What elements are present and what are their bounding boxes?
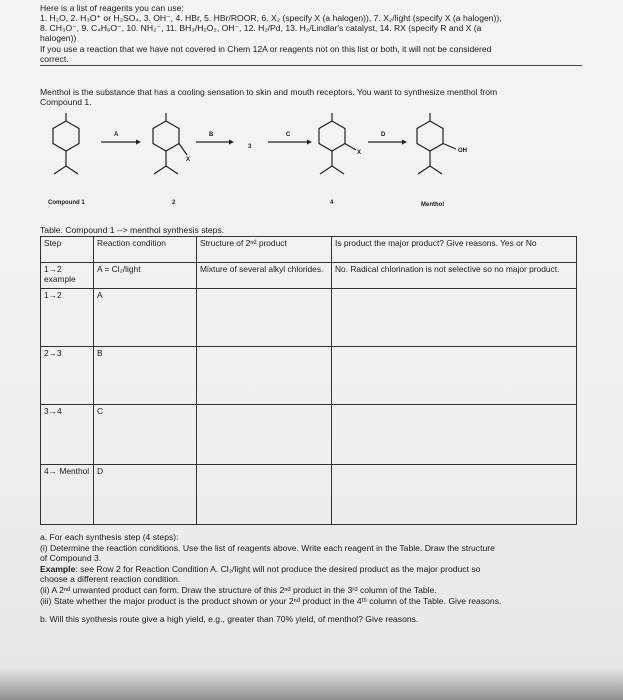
compound-2-number: 2 bbox=[172, 200, 176, 206]
question-b: b. Will this synthesis route give a high yield, e.g., greater than 70% yield, of menthol? Give reasons. bbox=[40, 614, 419, 624]
header-reaction-condition: Reaction condition bbox=[94, 237, 197, 263]
question-a-i: (i) Determine the reaction conditions. Use the list of reagents above. Write each reagent in the Table. Draw the structure bbox=[40, 543, 495, 553]
table-header-row bbox=[41, 237, 577, 263]
question-a-iii: (iii) State whether the major product is the product shown or your 2ⁿᵈ product in the 4ᵗʰ column of the Table. Give reasons. bbox=[40, 596, 502, 606]
reagent-list-line-3: halogen)) bbox=[40, 33, 77, 43]
cell-structure[interactable] bbox=[197, 465, 332, 525]
compound-4-structure bbox=[319, 113, 356, 174]
menthol-structure bbox=[417, 113, 456, 174]
menthol-intro-line-1: Menthol is the substance that has a cooling sensation to skin and mouth receptors. You want to synthesize menthol from bbox=[40, 87, 498, 97]
compound-2-x-label: X bbox=[186, 157, 191, 163]
compound-2-structure bbox=[153, 113, 187, 174]
question-a-intro: a. For each synthesis step (4 steps): bbox=[40, 532, 179, 542]
table-caption: Table. Compound 1 --> menthol synthesis steps. bbox=[40, 225, 225, 235]
reagent-warning-line-1: If you use a reaction that we have not covered in Chem 12A or reagents not on this list or both, it will not be considered bbox=[40, 44, 492, 54]
cell-condition: B bbox=[94, 347, 197, 405]
cell-condition: A bbox=[94, 289, 197, 347]
table-row bbox=[41, 289, 577, 347]
table-row bbox=[41, 465, 577, 525]
cell-major[interactable] bbox=[332, 465, 577, 525]
cell-step: 1→2 example bbox=[41, 263, 94, 289]
compound-3-number: 3 bbox=[248, 144, 252, 150]
menthol-label: Menthol bbox=[421, 202, 444, 208]
header-major-product: Is product the major product? Give reasons. Yes or No bbox=[332, 237, 577, 263]
example-text: : see Row 2 for Reaction Condition A. Cl₂/light will not produce the desired product as the major product so bbox=[75, 564, 481, 574]
compound-1-label: Compound 1 bbox=[48, 200, 85, 206]
cell-major[interactable] bbox=[332, 347, 577, 405]
table-row bbox=[41, 347, 577, 405]
cell-structure[interactable] bbox=[197, 405, 332, 465]
example-label: Example bbox=[40, 564, 76, 574]
compound-1-structure bbox=[53, 113, 79, 174]
cell-structure[interactable] bbox=[197, 289, 332, 347]
cell-step: 4→ Menthol bbox=[41, 465, 94, 525]
reagent-list-heading: Here is a list of reagents you can use: bbox=[40, 3, 184, 13]
cell-major: No. Radical chlorination is not selective so no major product. bbox=[332, 263, 577, 289]
cell-step: 2→3 bbox=[41, 347, 94, 405]
arrow-a-label: A bbox=[114, 132, 119, 138]
cell-condition: D bbox=[94, 465, 197, 525]
arrow-d-label: D bbox=[381, 132, 386, 138]
compound-4-x-label: X bbox=[357, 150, 362, 156]
cell-condition: C bbox=[94, 405, 197, 465]
cell-major[interactable] bbox=[332, 405, 577, 465]
question-a-i-cont: of Compound 3. bbox=[40, 553, 102, 563]
synthesis-table bbox=[40, 236, 577, 525]
cell-condition: A = Cl₂/light bbox=[94, 263, 197, 289]
example-note-cont: choose a different reaction condition. bbox=[40, 574, 181, 584]
synthesis-scheme bbox=[0, 0, 623, 230]
table-row-example bbox=[41, 263, 577, 289]
cell-step: 1→2 bbox=[41, 289, 94, 347]
question-a-ii: (ii) A 2ⁿᵈ unwanted product can form. Draw the structure of this 2ⁿᵈ product in the 3ʳᵈ column of the Table. bbox=[40, 585, 437, 595]
arrow-c-label: C bbox=[286, 132, 291, 138]
menthol-intro-line-2: Compound 1. bbox=[40, 97, 92, 107]
cell-structure[interactable] bbox=[197, 347, 332, 405]
cell-structure: Mixture of several alkyl chlorides. bbox=[197, 263, 332, 289]
cell-step: 3→4 bbox=[41, 405, 94, 465]
arrow-b-label: B bbox=[209, 132, 214, 138]
reagent-list-line-1: 1. H₂O, 2. H₃O⁺ or H₂SO₄, 3. OH⁻, 4. HBr, 5. HBr/ROOR, 6. X₂ (specify X (a halogen)), 7. X₂/light (specify X (a halogen)), bbox=[40, 13, 502, 23]
example-note bbox=[40, 564, 480, 574]
table-row bbox=[41, 405, 577, 465]
menthol-oh-label: OH bbox=[458, 148, 467, 154]
cell-major[interactable] bbox=[332, 289, 577, 347]
reagent-warning-line-2: correct. bbox=[40, 54, 69, 64]
bottom-shadow bbox=[0, 668, 623, 700]
header-step: Step bbox=[41, 237, 94, 263]
reagent-list-line-2: 8. CH₃O⁻, 9. C₄H₉O⁻, 10. NH₂⁻, 11. BH₃/H₂O₂, OH⁻, 12. H₂/Pd, 13. H₂/Lindlar's catalyst, 14. RX (specify R and X (a bbox=[40, 23, 482, 33]
header-structure: Structure of 2ⁿᵈ product bbox=[197, 237, 332, 263]
compound-4-number: 4 bbox=[330, 200, 334, 206]
